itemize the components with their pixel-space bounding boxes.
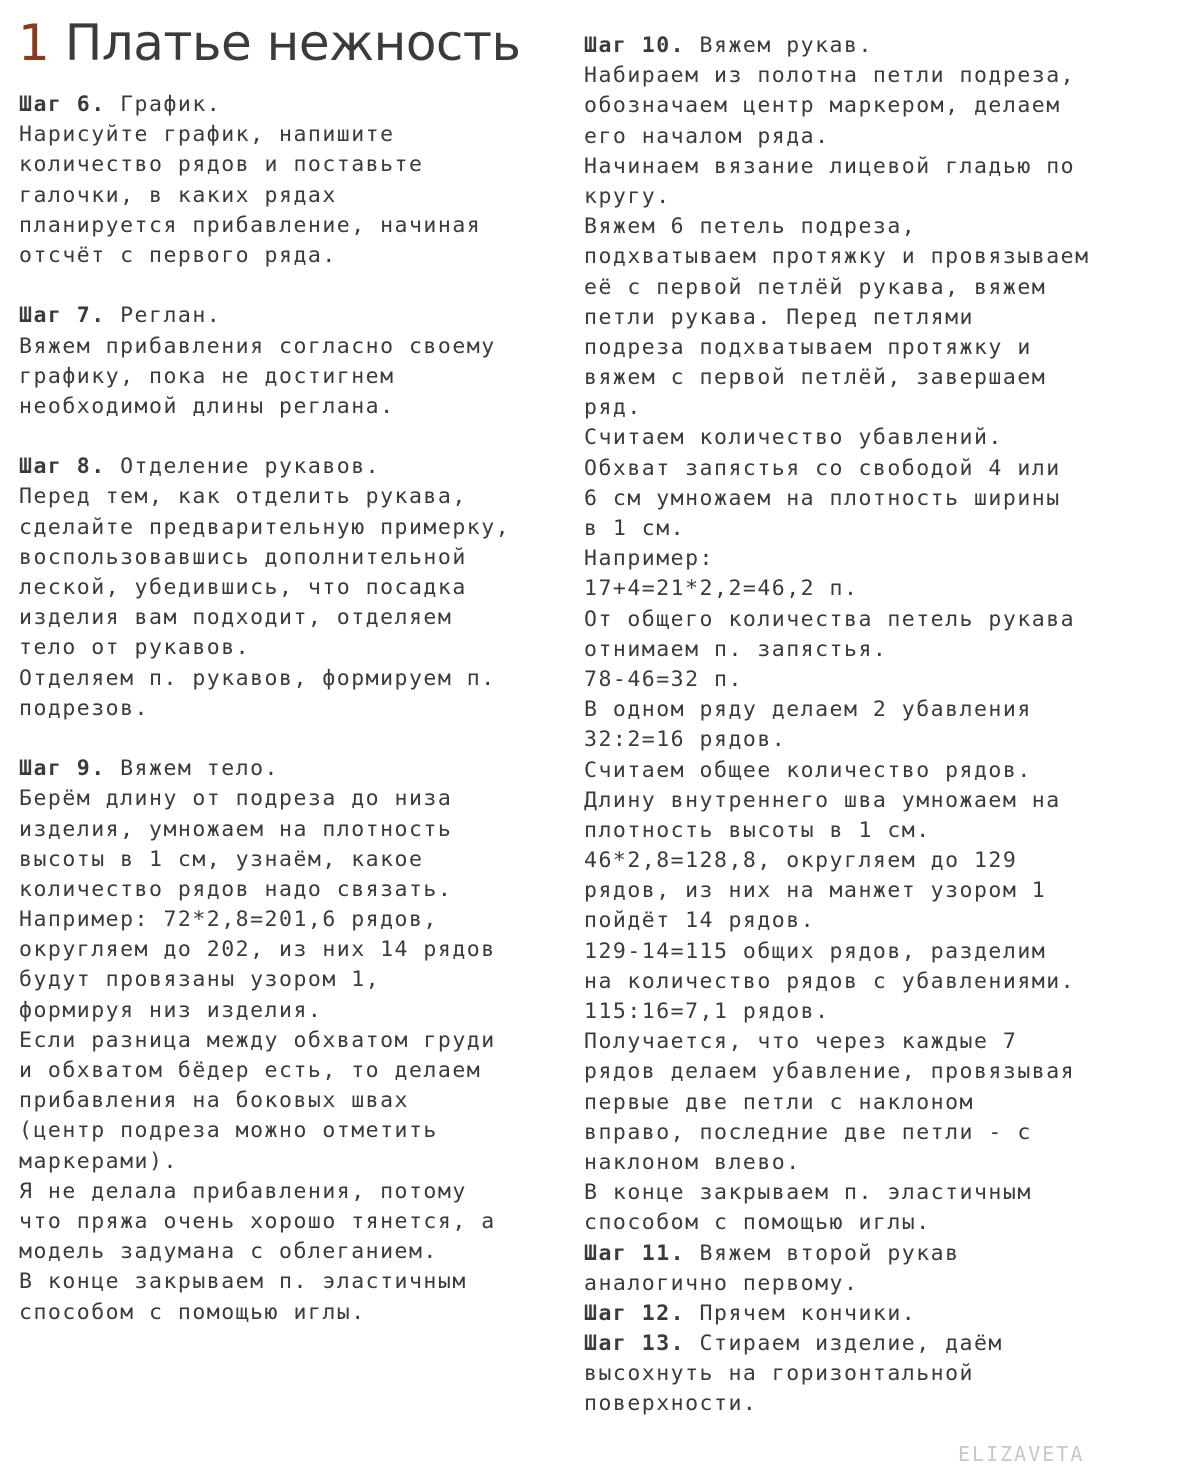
line-text: изделия вам подходит, отделяем [19,605,453,631]
text-line [584,725,1090,755]
step-label: Шаг 7. [19,303,106,329]
line-text: В конце закрываем п. эластичным [584,1180,1032,1206]
text-line [19,845,510,875]
line-text: Реглан. [105,303,222,329]
line-text: галочки, в каких рядах [19,182,337,208]
text-line [584,846,1090,876]
text-line [19,996,510,1026]
text-line [19,664,510,694]
line-text: модель задумана с облеганием. [19,1239,438,1265]
text-line [584,212,1090,242]
line-text: Длину внутреннего шва умножаем на [584,787,1061,813]
text-line [19,301,510,331]
text-line [584,1239,1090,1269]
line-text: подрезов. [19,695,149,721]
line-text: отсчёт с первого ряда. [19,242,337,268]
line-text: Берём длину от подреза до низа [19,786,453,812]
text-line [584,1118,1090,1148]
text-line [19,1177,510,1207]
step-label: Шаг 13. [584,1331,686,1357]
text-line [19,1056,510,1086]
line-text: 129-14=115 общих рядов, разделим [584,938,1047,964]
text-line [19,1267,510,1297]
text-line [584,393,1090,423]
line-text: отнимаем п. запястья. [584,636,888,662]
text-line [584,454,1090,484]
page-title [18,12,521,74]
line-text: количество рядов надо связать. [19,876,453,902]
step-label: Шаг 6. [19,92,106,117]
line-text: Начинаем вязание лицевой гладью по [584,153,1076,179]
text-line [584,273,1090,303]
text-line [19,422,510,452]
text-line [584,423,1090,453]
line-text: Набираем из полотна петли подреза, [584,63,1076,89]
text-line [19,875,510,905]
line-text: прибавления на боковых швах [19,1088,409,1114]
text-line [584,1057,1090,1087]
text-line [584,1299,1090,1329]
text-line [584,574,1090,604]
line-text: График. [105,92,222,117]
text-line [584,1359,1090,1389]
line-text: аналогично первому. [584,1270,859,1296]
text-line [19,362,510,392]
text-line [19,181,510,211]
line-text: маркерами). [19,1148,178,1174]
line-text: высоты в 1 см, узнаём, какое [19,846,424,872]
right-column [584,31,1090,1420]
text-line [19,150,510,180]
text-line [19,1147,510,1177]
line-text: Если разница между обхватом груди [19,1027,496,1053]
text-line [19,754,510,784]
line-text: обозначаем центр маркером, делаем [584,93,1061,119]
line-text: (центр подреза можно отметить [19,1118,438,1144]
text-line [19,724,510,754]
text-line [584,1269,1090,1299]
text-line [584,182,1090,212]
line-text: подреза подхватываем протяжку и [584,334,1032,360]
line-text: Стираем изделие, даём [685,1331,1003,1357]
line-text: В конце закрываем п. эластичным [19,1269,467,1295]
line-text: От общего количества петель рукава [584,606,1076,632]
text-line [584,333,1090,363]
line-text: первые две петли с наклоном [584,1089,974,1115]
line-text: ряд. [584,395,642,421]
line-text: леской, убедившись, что посадка [19,575,467,600]
text-line [584,514,1090,544]
line-text: Считаем количество убавлений. [584,425,1003,451]
text-line [584,605,1090,635]
text-line [19,573,510,603]
line-text: Вяжем тело. [105,756,280,782]
text-line [584,635,1090,665]
line-text: наклоном влево. [584,1149,801,1175]
text-line [584,152,1090,182]
text-line [19,1298,510,1328]
text-line [584,997,1090,1027]
line-text: сделайте предварительную примерку, [19,514,511,540]
text-line [19,905,510,935]
text-line [19,543,510,573]
line-text: Я не делала прибавления, потому [19,1178,467,1204]
text-line [19,965,510,995]
text-line [19,271,510,301]
line-text: в 1 см. [584,516,686,541]
text-line [19,332,510,362]
line-text: Отделение рукавов. [105,454,381,480]
line-text: вправо, последние две петли - с [584,1119,1032,1145]
line-text: 115:16=7,1 рядов. [584,999,830,1024]
line-text: Вяжем второй рукав [685,1240,960,1266]
text-line [19,694,510,724]
line-text: пойдёт 14 рядов. [584,908,816,934]
text-line [19,241,510,271]
line-text: рядов, из них на манжет узором 1 [584,878,1047,904]
text-line [19,90,510,120]
left-column [19,90,510,1328]
text-line [584,484,1090,514]
line-text: петли рукава. Перед петлями [584,304,974,330]
text-line [584,1389,1090,1419]
title-text: Платье нежность [49,14,521,72]
text-line [19,452,510,482]
line-text: необходимой длины реглана. [19,393,395,419]
step-label: Шаг 8. [19,454,106,480]
line-text: подхватываем протяжку и провязываем [584,244,1090,270]
text-line [584,1088,1090,1118]
line-text: высохнуть на горизонтальной [584,1361,974,1387]
line-text: вяжем с первой петлёй, завершаем [584,365,1047,391]
line-text: Считаем общее количество рядов. [584,757,1032,783]
line-text: 17+4=21*2,2=46,2 п. [584,576,859,602]
text-line [584,1027,1090,1057]
line-text: Отделяем п. рукавов, формируем п. [19,665,496,691]
line-text: Вяжем прибавления согласно своему [19,333,496,359]
text-line [19,633,510,663]
text-line [584,363,1090,393]
step-label: Шаг 11. [584,1240,686,1266]
text-line [584,665,1090,695]
text-line [584,876,1090,906]
line-text: будут провязаны узором 1, [19,967,381,993]
line-text: Нарисуйте график, напишите [19,122,395,148]
text-line [584,303,1090,333]
text-line [19,1207,510,1237]
text-line [584,61,1090,91]
line-text: 78-46=32 п. [584,666,743,692]
text-line [584,544,1090,574]
step-label: Шаг 12. [584,1300,686,1326]
line-text: изделия, умножаем на плотность [19,816,453,842]
line-text: что пряжа очень хорошо тянется, а [19,1208,496,1234]
line-text: Вяжем 6 петель подреза, [584,214,917,240]
line-text: 6 см умножаем на плотность ширины [584,485,1061,511]
text-line [584,906,1090,936]
line-text: Обхват запястья со свободой 4 или [584,455,1061,481]
line-text: Например: 72*2,8=201,6 рядов, [19,907,438,933]
text-line [584,786,1090,816]
line-text: тело от рукавов. [19,635,251,661]
text-line [584,937,1090,967]
text-line [19,935,510,965]
text-line [584,1148,1090,1178]
text-line [19,513,510,543]
text-line [19,1086,510,1116]
text-line [584,122,1090,152]
text-line [584,756,1090,786]
line-text: его началом ряда. [584,123,830,149]
line-text: плотность высоты в 1 см. [584,817,931,843]
text-line [584,1178,1090,1208]
text-line [584,967,1090,997]
line-text: рядов делаем убавление, провязывая [584,1059,1076,1085]
line-text: 32:2=16 рядов. [584,727,787,753]
watermark: ELIZAVETA [958,1442,1085,1466]
text-line [19,120,510,150]
line-text: Вяжем рукав. [685,33,873,58]
line-text: на количество рядов с убавлениями. [584,968,1076,994]
text-line [584,91,1090,121]
text-line [584,695,1090,725]
text-line [19,1237,510,1267]
text-line [19,815,510,845]
text-line [19,784,510,814]
step-label: Шаг 10. [584,33,686,58]
line-text: Прячем кончики. [685,1300,917,1326]
text-line [19,211,510,241]
line-text: Получается, что через каждые 7 [584,1029,1018,1055]
line-text: способом с помощью иглы. [19,1299,366,1325]
title-number: 1 [18,14,50,72]
line-text: и обхватом бёдер есть, то делаем [19,1058,482,1083]
text-line [19,392,510,422]
line-text: Например: [584,546,714,572]
line-text: планируется прибавление, начиная [19,212,482,238]
text-line [19,1026,510,1056]
line-text: Перед тем, как отделить рукава, [19,484,467,510]
line-text: воспользовавшись дополнительной [19,544,467,570]
text-line [19,1116,510,1146]
line-text: её с первой петлёй рукава, вяжем [584,274,1047,300]
line-text: графику, пока не достигнем [19,363,395,389]
line-text: способом с помощью иглы. [584,1210,931,1236]
text-line [584,242,1090,272]
text-line [584,816,1090,846]
text-line [584,31,1090,61]
line-text: В одном ряду делаем 2 убавления [584,697,1032,723]
step-label: Шаг 9. [19,756,106,782]
line-text: формируя низ изделия. [19,997,323,1023]
text-line [19,482,510,512]
line-text: поверхности. [584,1391,758,1417]
line-text: 46*2,8=128,8, округляем до 129 [584,848,1018,874]
line-text: округляем до 202, из них 14 рядов [19,937,496,963]
line-text: кругу. [584,183,671,209]
text-line [584,1329,1090,1359]
line-text: количество рядов и поставьте [19,152,424,178]
text-line [19,603,510,633]
text-line [584,1208,1090,1238]
